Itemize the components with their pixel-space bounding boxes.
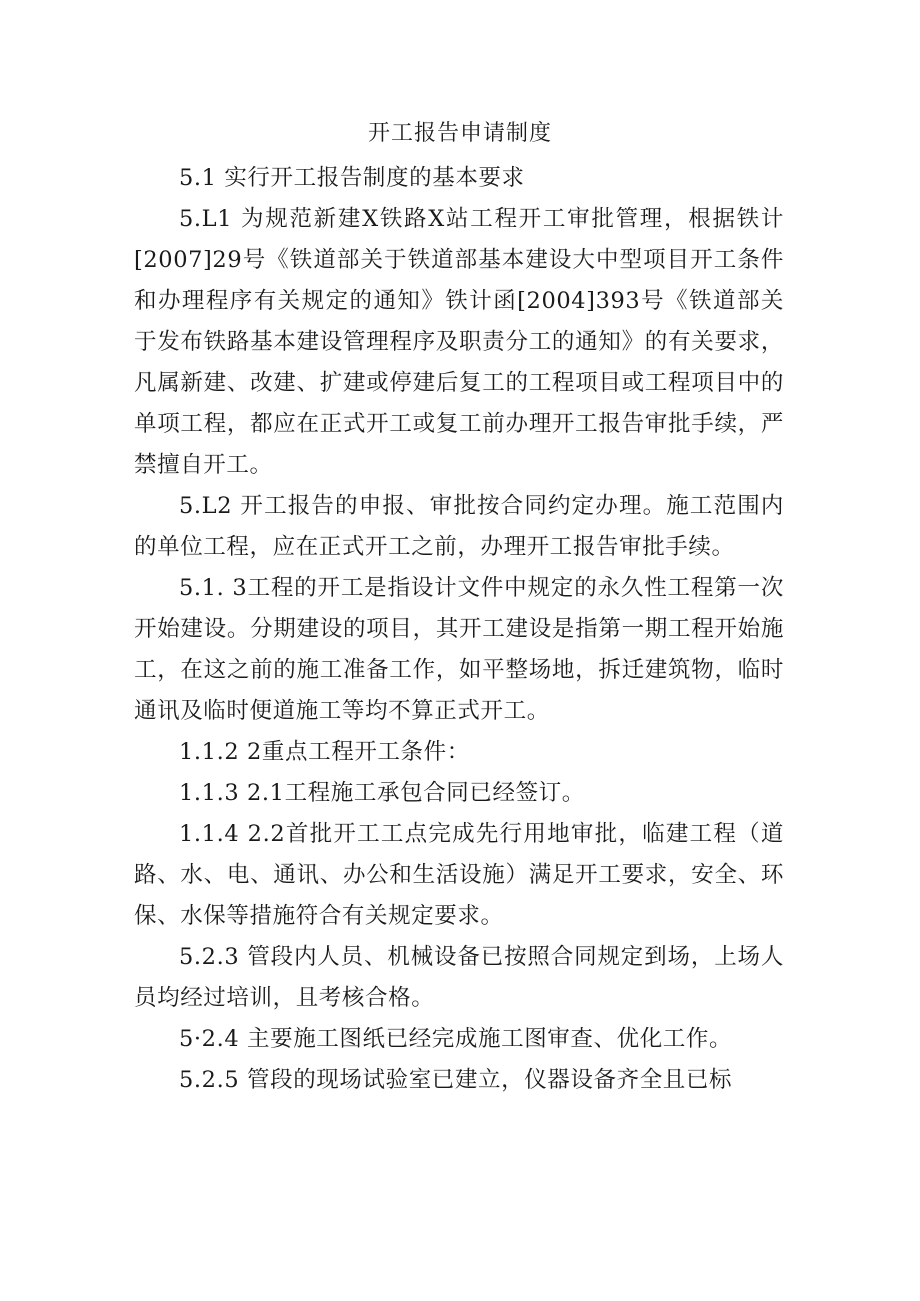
paragraph-5-2-1: 1.1.3 2.1工程施工承包合同已经签订。 bbox=[179, 780, 585, 806]
document-body bbox=[134, 158, 784, 1101]
paragraph-5-1-2: 5.L2 开工报告的申报、审批按合同约定办理。施工范围内的单位工程，应在正式开工之前，办理开工报告审批手续。 bbox=[134, 493, 784, 560]
paragraph-5-2-5: 5.2.5 管段的现场试验室已建立，仪器设备齐全且已标 bbox=[179, 1067, 733, 1093]
paragraph-5-2-3: 5.2.3 管段内人员、机械设备已按照合同规定到场，上场人员均经过培训，且考核合格。 bbox=[134, 944, 784, 1011]
paragraph-5-2: 1.1.2 2重点工程开工条件： bbox=[179, 739, 470, 765]
paragraph-5-2-2: 1.1.4 2.2首批开工工点完成先行用地审批，临建工程（道路、水、电、通讯、办公和生活设施）满足开工要求，安全、环保、水保等措施符合有关规定要求。 bbox=[134, 821, 784, 929]
paragraph-5-1-1: 5.L1 为规范新建X铁路X站工程开工审批管理，根据铁计[2007]29号《铁道部关于铁道部基本建设大中型项目开工条件和办理程序有关规定的通知》铁计函[2004]393号《铁道部关于发布铁路基本建设管理程序及职责分工的通知》的有关要求，凡属新建、改建、扩建或停建后复工的工程项目或工程项目中的单项工程，都应在正式开工或复工前办理开工报告审批手续，严禁擅自开工。 bbox=[134, 206, 784, 478]
paragraph-5-2-4: 5·2.4 主要施工图纸已经完成施工图审查、优化工作。 bbox=[179, 1026, 733, 1052]
paragraph-5-1-3: 5.1. 3工程的开工是指设计文件中规定的永久性工程第一次开始建设。分期建设的项目，其开工建设是指第一期工程开始施工，在这之前的施工准备工作，如平整场地，拆迁建筑物，临时通讯及临时便道施工等均不算正式开工。 bbox=[134, 575, 784, 724]
paragraph-5-1: 5.1 实行开工报告制度的基本要求 bbox=[179, 165, 525, 191]
document-title: 开工报告申请制度 bbox=[367, 121, 552, 146]
